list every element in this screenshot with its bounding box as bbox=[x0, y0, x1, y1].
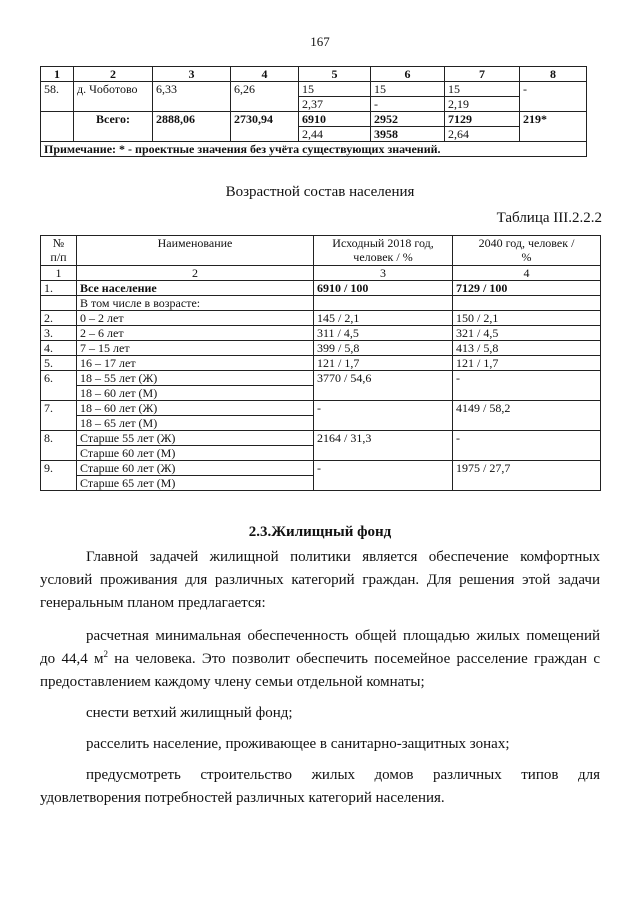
paragraph-line: расчетная минимальная обеспеченность общей площадью жилых помещений bbox=[86, 628, 600, 644]
column-header: 5 bbox=[299, 67, 371, 82]
header-line: 2040 год, человек / bbox=[478, 236, 575, 250]
section-title: Возрастной состав населения bbox=[225, 184, 415, 200]
cell: 321 / 4,5 bbox=[453, 326, 601, 341]
cell: 413 / 5,8 bbox=[453, 341, 601, 356]
cell bbox=[41, 112, 74, 142]
cell: 5. bbox=[41, 356, 77, 371]
table-row bbox=[41, 431, 601, 446]
table-row bbox=[41, 461, 601, 476]
cell: 6,33 bbox=[153, 82, 231, 112]
cell: 2. bbox=[41, 311, 77, 326]
cell: - bbox=[371, 97, 445, 112]
cell: 8. bbox=[41, 431, 77, 461]
cell: 6. bbox=[41, 371, 77, 401]
cell: - bbox=[453, 431, 601, 461]
cell bbox=[41, 296, 77, 311]
cell: 4149 / 58,2 bbox=[453, 401, 601, 431]
cell: 399 / 5,8 bbox=[314, 341, 453, 356]
table-row bbox=[41, 341, 601, 356]
total-label: Всего: bbox=[74, 112, 153, 142]
column-header: 1 bbox=[41, 67, 74, 82]
cell: 145 / 2,1 bbox=[314, 311, 453, 326]
cell: - bbox=[314, 461, 453, 491]
cell bbox=[453, 296, 601, 311]
cell: В том числе в возрасте: bbox=[77, 296, 314, 311]
cell: 1 bbox=[41, 266, 77, 281]
header-line: № bbox=[52, 236, 65, 250]
cell: 7 – 15 лет bbox=[77, 341, 314, 356]
cell: 2,37 bbox=[299, 97, 371, 112]
cell: 2,19 bbox=[445, 97, 520, 112]
cell: 18 – 55 лет (Ж) bbox=[77, 371, 314, 386]
cell: 311 / 4,5 bbox=[314, 326, 453, 341]
header-line: п/п bbox=[50, 250, 67, 264]
area-value: до 44,4 м bbox=[40, 651, 104, 667]
column-header: 6 bbox=[371, 67, 445, 82]
cell: 16 – 17 лет bbox=[77, 356, 314, 371]
table-index-row bbox=[41, 266, 601, 281]
table-header-row bbox=[41, 236, 601, 266]
age-table bbox=[40, 235, 601, 491]
cell: 15 bbox=[299, 82, 371, 97]
cell: 18 – 60 лет (Ж) bbox=[77, 401, 314, 416]
cell: 2888,06 bbox=[153, 112, 231, 142]
header-line: % bbox=[521, 250, 532, 264]
column-header: 8 bbox=[520, 67, 587, 82]
cell: 121 / 1,7 bbox=[314, 356, 453, 371]
cell: 1. bbox=[41, 281, 77, 296]
cell: - bbox=[314, 401, 453, 431]
column-header-2040 bbox=[453, 236, 601, 266]
table-row bbox=[41, 371, 601, 386]
cell: 18 – 60 лет (М) bbox=[77, 386, 314, 401]
table-row bbox=[41, 326, 601, 341]
cell: 4. bbox=[41, 341, 77, 356]
section-heading: 2.3.Жилищный фонд bbox=[248, 524, 392, 540]
cell: 15 bbox=[371, 82, 445, 97]
cell: 150 / 2,1 bbox=[453, 311, 601, 326]
cell: 3770 / 54,6 bbox=[314, 371, 453, 401]
cell: 58. bbox=[41, 82, 74, 112]
cell: 6,26 bbox=[231, 82, 299, 112]
cell: 1975 / 27,7 bbox=[453, 461, 601, 491]
cell: Старше 65 лет (М) bbox=[77, 476, 314, 491]
column-header-2018 bbox=[314, 236, 453, 266]
cell: - bbox=[520, 82, 587, 112]
cell bbox=[314, 296, 453, 311]
paragraph-line bbox=[40, 648, 600, 671]
cell: Старше 60 лет (Ж) bbox=[77, 461, 314, 476]
cell: 7. bbox=[41, 401, 77, 431]
column-header: 2 bbox=[74, 67, 153, 82]
cell: 2 bbox=[77, 266, 314, 281]
cell: 15 bbox=[445, 82, 520, 97]
cell: 6910 / 100 bbox=[314, 281, 453, 296]
cell: 3. bbox=[41, 326, 77, 341]
table-row bbox=[41, 142, 587, 157]
cell: 7129 bbox=[445, 112, 520, 127]
cell: 4 bbox=[453, 266, 601, 281]
cell: Старше 60 лет (М) bbox=[77, 446, 314, 461]
cell: Все население bbox=[77, 281, 314, 296]
column-header-name: Наименование bbox=[77, 236, 314, 266]
line-rest: на человека. Это позволит обеспечить посемейное расселение граждан с bbox=[108, 651, 600, 667]
cell: 2,44 bbox=[299, 127, 371, 142]
column-header: 4 bbox=[231, 67, 299, 82]
cell: 0 – 2 лет bbox=[77, 311, 314, 326]
cell: 3958 bbox=[371, 127, 445, 142]
table-row bbox=[41, 296, 601, 311]
body-text bbox=[40, 546, 600, 810]
cell: 6910 bbox=[299, 112, 371, 127]
cell: 121 / 1,7 bbox=[453, 356, 601, 371]
page-number: 167 bbox=[310, 34, 330, 49]
table-row bbox=[41, 401, 601, 416]
cell: д. Чоботово bbox=[74, 82, 153, 112]
column-header-num bbox=[41, 236, 77, 266]
paragraph-line: удовлетворения потребностей различных категорий населения. bbox=[40, 790, 445, 806]
paragraph-line: расселить население, проживающее в санитарно-защитных зонах; bbox=[86, 736, 510, 752]
table-row bbox=[41, 356, 601, 371]
table-row bbox=[41, 112, 587, 127]
header-line: Исходный 2018 год, bbox=[332, 236, 434, 250]
top-table bbox=[40, 66, 587, 157]
paragraph-line: предоставлением каждому члену семьи отдельной комнаты; bbox=[40, 674, 425, 690]
table-row bbox=[41, 311, 601, 326]
table-note: Примечание: * - проектные значения без учёта существующих значений. bbox=[41, 142, 587, 157]
cell: 9. bbox=[41, 461, 77, 491]
cell: - bbox=[453, 371, 601, 401]
header-line: человек / % bbox=[353, 250, 413, 264]
cell: 18 – 65 лет (М) bbox=[77, 416, 314, 431]
cell: Старше 55 лет (Ж) bbox=[77, 431, 314, 446]
cell: 2730,94 bbox=[231, 112, 299, 142]
table-header-row bbox=[41, 67, 587, 82]
cell: 2164 / 31,3 bbox=[314, 431, 453, 461]
table-row bbox=[41, 281, 601, 296]
cell: 219* bbox=[520, 112, 587, 142]
cell: 7129 / 100 bbox=[453, 281, 601, 296]
paragraph-line: предусмотреть строительство жилых домов различных типов для bbox=[86, 767, 600, 783]
cell: 2 – 6 лет bbox=[77, 326, 314, 341]
paragraph-line: снести ветхий жилищный фонд; bbox=[86, 705, 293, 721]
column-header: 7 bbox=[445, 67, 520, 82]
superscript: 2 bbox=[103, 649, 108, 659]
column-header: 3 bbox=[153, 67, 231, 82]
cell: 3 bbox=[314, 266, 453, 281]
table-row bbox=[41, 82, 587, 97]
cell: 2952 bbox=[371, 112, 445, 127]
cell: 2,64 bbox=[445, 127, 520, 142]
paragraph-line: условий проживания для различных категорий граждан. Для решения этой задачи bbox=[40, 572, 600, 588]
table-label: Таблица III.2.2.2 bbox=[496, 210, 602, 226]
paragraph-line: генеральным планом предлагается: bbox=[40, 595, 266, 611]
paragraph-line: Главной задачей жилищной политики является обеспечение комфортных bbox=[86, 549, 600, 565]
